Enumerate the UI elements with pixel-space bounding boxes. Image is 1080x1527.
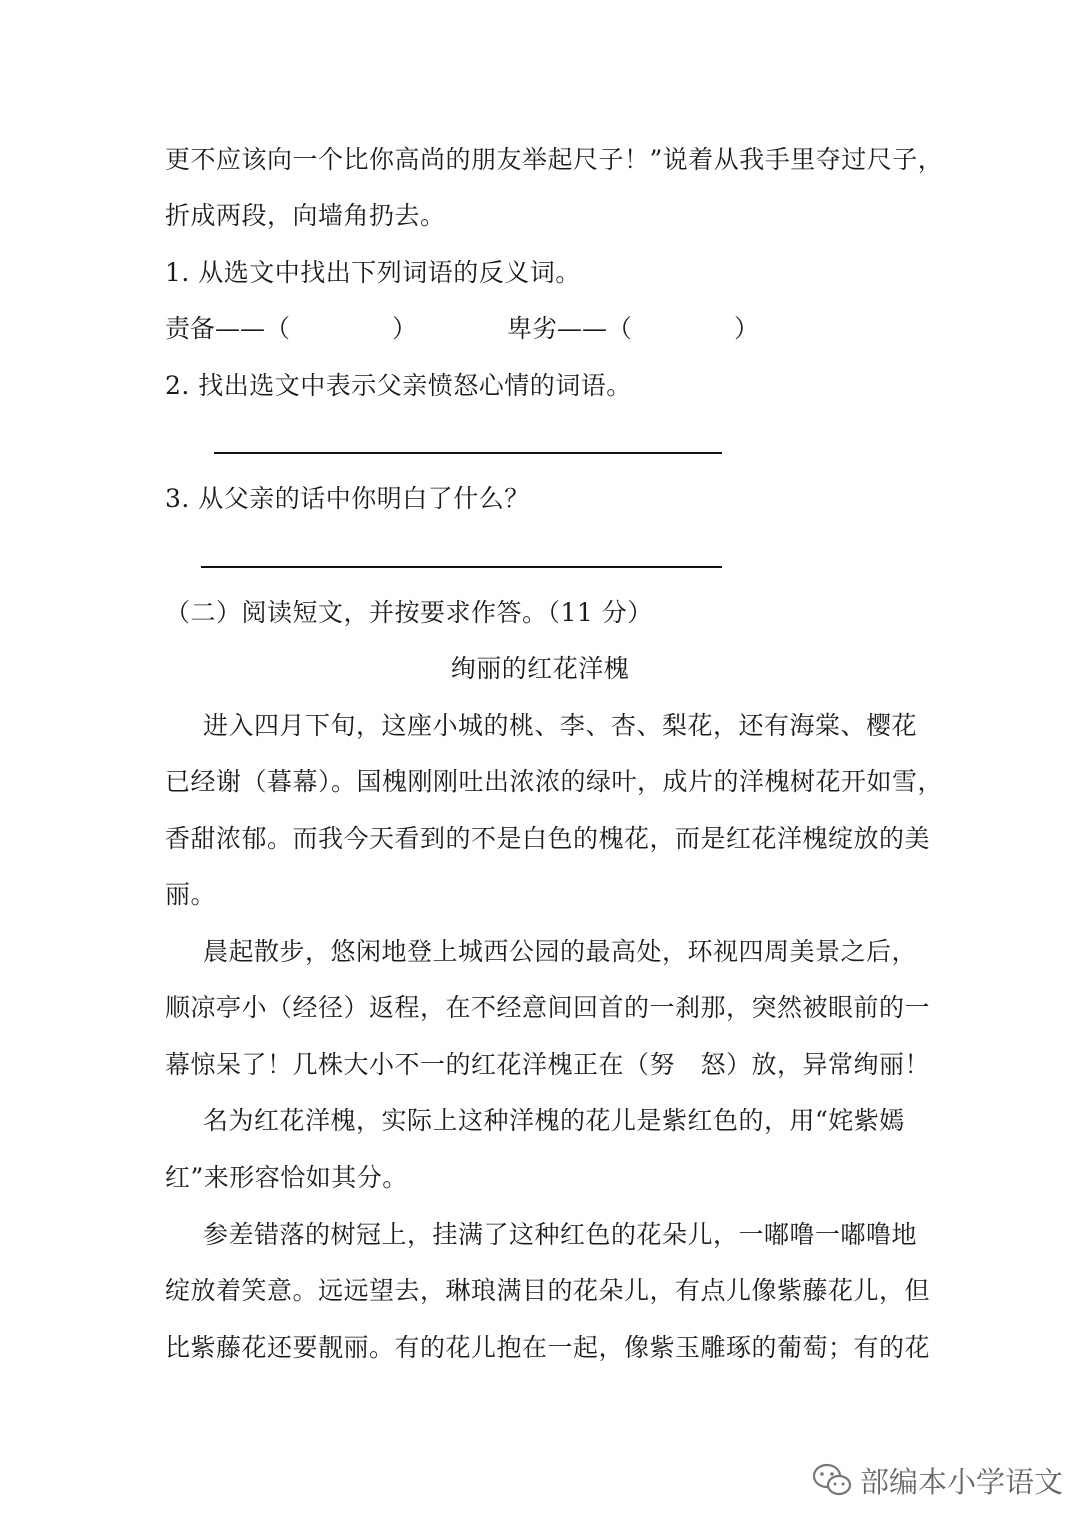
q1-word-a: 责备——（	[165, 314, 291, 343]
article-title: 绚丽的红花洋槐	[450, 654, 630, 683]
article-line: 丽。	[165, 880, 217, 909]
passage-line: 更不应该向一个比你高尚的朋友举起尺子！”说着从我手里夺过尺子，	[165, 145, 944, 174]
watermark-text: 部编本小学语文	[860, 1464, 1064, 1499]
article-line: 已经谢（暮幕）。国槐刚刚吐出浓浓的绿叶，成片的洋槐树花开如雪，	[165, 767, 944, 796]
section-heading: （二）阅读短文，并按要求作答。（11 分）	[165, 598, 653, 627]
q1-paren-close-a: ）	[392, 314, 418, 343]
article-line: 进入四月下旬，这座小城的桃、李、杏、梨花，还有海棠、樱花	[203, 711, 918, 740]
q1-paren-close-b: ）	[734, 314, 760, 343]
answer-line-3	[201, 566, 722, 568]
article-line: 红”来形容恰如其分。	[165, 1163, 408, 1192]
answer-line-2	[214, 452, 722, 454]
article-line: 绽放着笑意。远远望去，琳琅满目的花朵儿，有点儿像紫藤花儿，但	[165, 1276, 931, 1305]
watermark	[812, 1458, 1063, 1502]
passage-line: 折成两段，向墙角扔去。	[165, 201, 446, 230]
wechat-icon	[812, 1462, 852, 1498]
article-line: 参差错落的树冠上，挂满了这种红色的花朵儿，一嘟噜一嘟噜地	[203, 1220, 918, 1249]
question-2: 2. 找出选文中表示父亲愤怒心情的词语。	[165, 371, 632, 400]
article-line: 晨起散步，悠闲地登上城西公园的最高处，环视四周美景之后，	[203, 937, 918, 966]
question-1: 1. 从选文中找出下列词语的反义词。	[165, 258, 581, 287]
article-line: 顺凉亭小（经径）返程，在不经意间回首的一刹那，突然被眼前的一	[165, 993, 931, 1022]
article-line: 香甜浓郁。而我今天看到的不是白色的槐花，而是红花洋槐绽放的美	[165, 824, 931, 853]
q1-word-b: 卑劣——（	[507, 314, 633, 343]
article-line: 比紫藤花还要靓丽。有的花儿抱在一起，像紫玉雕琢的葡萄；有的花	[165, 1333, 931, 1362]
question-3: 3. 从父亲的话中你明白了什么？	[165, 484, 530, 513]
article-line: 名为红花洋槐，实际上这种洋槐的花儿是紫红色的，用“姹紫嫣	[203, 1106, 905, 1135]
article-line: 幕惊呆了！几株大小不一的红花洋槐正在（努 怒）放，异常绚丽！	[165, 1050, 931, 1079]
